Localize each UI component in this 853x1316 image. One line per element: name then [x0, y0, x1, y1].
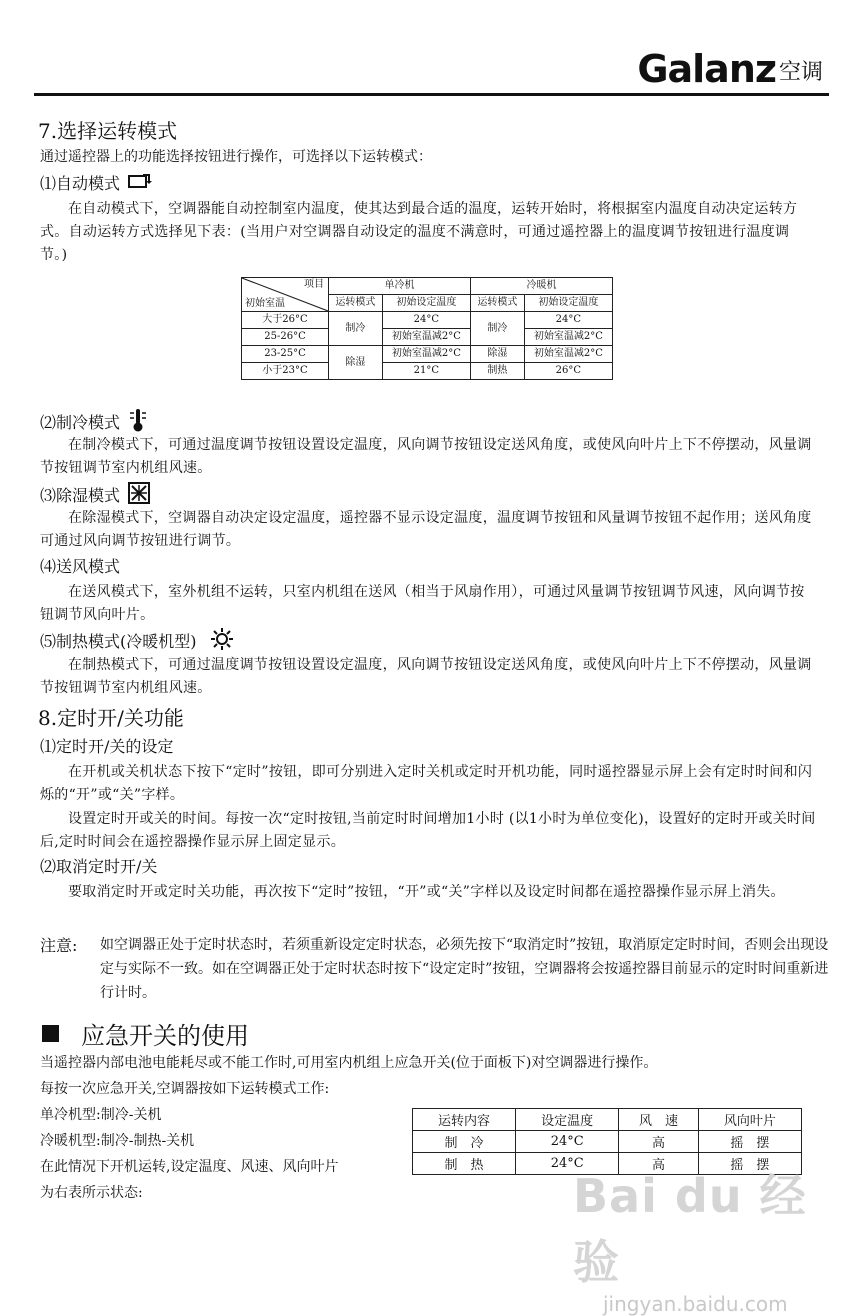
group-cool-only: 单冷机 — [329, 278, 471, 295]
cell: 制 热 — [413, 1153, 516, 1175]
timer-cancel-body: 要取消定时开或定时关功能，再次按下“定时”按钮，“开”或“关”字样以及设定时间都在遥控器操作显示屏上消失。 — [68, 884, 785, 900]
auto-mode-title: ⑴自动模式 — [40, 174, 121, 193]
note-body: 如空调器正处于定时状态时，若须重新设定定时状态，必须先按下“取消定时”按钮，取消原定定时时间，否则会出现设定与实际不一致。如在空调器正处于定时状态时按下“设定定时”按钮，空调器将会按遥控器目前显示的定时时间重新进行计时。 — [100, 937, 829, 1001]
table-row — [242, 329, 613, 346]
timer-set-p1: 在开机或关机状态下按下“定时”按钮，即可分别进入定时关机或定时开机功能，同时遥控器显示屏上会有定时时间和闪烁的“开”或“关”字样。 — [40, 764, 813, 803]
cool-mode-body: 在制冷模式下，可通过温度调节按钮设置设定温度，风向调节按钮设定送风角度，或使风向叶片上下不停摆动，风量调节按钮调节室内机组风速。 — [40, 437, 812, 476]
watermark-url: jingyan.baidu.com — [603, 1292, 788, 1316]
watermark-logo: Bai du 经验 — [573, 1169, 807, 1289]
note-label: 注意: — [40, 936, 78, 955]
timer-cancel-title: ⑵取消定时开/关 — [40, 857, 158, 876]
heat-mode: 制热 — [470, 363, 524, 380]
heat-mode: 除湿 — [470, 346, 524, 363]
table-row — [242, 312, 613, 329]
auto-mode-body: 在自动模式下，空调器能自动控制室内温度，使其达到最合适的温度，运转开始时，将根据室内温度自动决定运转方式。自动运转方式选择见下表：(当用户对空调器自动设定的温度不满意时，可通过遥控器上的温度调节按钮进行温度调节。) — [40, 201, 798, 263]
corner-bottom-label: 初始室温 — [245, 298, 285, 309]
cell: 摇 摆 — [698, 1153, 801, 1175]
room-temp: 25-26°C — [242, 329, 329, 346]
heat-mode-title: ⑸制热模式(冷暖机型) — [40, 632, 197, 651]
table-row — [242, 363, 613, 380]
col-mode: 运转模式 — [470, 295, 524, 312]
fan-mode-body: 在送风模式下，室外机组不运转，只室内机组在送风（相当于风扇作用），可通过风量调节按钮调节风速，风向调节按钮调节风向叶片。 — [40, 584, 805, 623]
cool-temp: 初始室温减2°C — [382, 346, 470, 363]
heat-temp: 初始室温减2°C — [524, 346, 612, 363]
heat-mode: 制冷 — [470, 312, 524, 346]
cell: 24°C — [516, 1153, 619, 1175]
brand-suffix: 空调 — [778, 60, 823, 85]
cool-temp: 24°C — [382, 312, 470, 329]
cell: 制 冷 — [413, 1131, 516, 1153]
cool-mode: 制冷 — [329, 312, 383, 346]
col-temp: 初始设定温度 — [382, 295, 470, 312]
corner-top-label: 项目 — [304, 279, 324, 290]
cool-mode: 除湿 — [329, 346, 383, 380]
table-corner — [242, 278, 329, 312]
col-temp: 初始设定温度 — [524, 295, 612, 312]
header-louver: 风向叶片 — [698, 1109, 801, 1131]
heat-temp: 24°C — [524, 312, 612, 329]
sun-heat-icon — [211, 628, 233, 656]
room-temp: 大于26°C — [242, 312, 329, 329]
baidu-watermark — [573, 1160, 823, 1316]
group-heat-cool: 冷暖机 — [470, 278, 612, 295]
cool-temp: 初始室温减2°C — [382, 329, 470, 346]
brand-header — [637, 47, 823, 91]
header-mode: 运转内容 — [413, 1109, 516, 1131]
emergency-line-1: 当遥控器内部电池电能耗尽或不能工作时,可用室内机组上应急开关(位于面板下)对空调器进行操作。 — [40, 1055, 658, 1071]
section-7-intro: 通过遥控器上的功能选择按钮进行操作，可选择以下运转模式： — [40, 149, 432, 165]
auto-mode-icon — [128, 173, 152, 195]
table-row — [242, 346, 613, 363]
section-8-title: 8.定时开/关功能 — [38, 706, 184, 730]
dry-mode-body: 在除湿模式下，空调器自动决定设定温度，遥控器不显示设定温度，温度调节按钮和风量调节按钮不起作用；送风角度可通过风向调节按钮进行调节。 — [40, 510, 812, 549]
dehumidify-icon — [128, 482, 150, 510]
room-temp: 小于23°C — [242, 363, 329, 380]
heat-mode-body: 在制热模式下，可通过温度调节按钮设置设定温度，风向调节按钮设定送风角度，或使风向叶片上下不停摆动，风量调节按钮调节室内机组风速。 — [40, 657, 812, 696]
section-bullet-square — [42, 1025, 59, 1042]
cool-mode-title: ⑵制冷模式 — [40, 413, 121, 432]
table-row — [413, 1131, 802, 1153]
fan-mode-heading — [40, 556, 120, 578]
fan-mode-title: ⑷送风模式 — [40, 557, 121, 576]
emergency-line-6: 为右表所示状态: — [40, 1185, 143, 1201]
cool-temp: 21°C — [382, 363, 470, 380]
dry-mode-heading — [40, 482, 150, 510]
auto-mode-table — [241, 277, 613, 380]
emergency-title: 应急开关的使用 — [81, 1022, 249, 1050]
header-fan: 风 速 — [619, 1109, 699, 1131]
header-temp: 设定温度 — [516, 1109, 619, 1131]
timer-set-title: ⑴定时开/关的设定 — [40, 737, 174, 756]
emergency-line-3: 单冷机型:制冷-关机 — [40, 1107, 162, 1123]
emergency-line-5: 在此情况下开机运转,设定温度、风速、风向叶片 — [40, 1159, 339, 1175]
cell: 摇 摆 — [698, 1131, 801, 1153]
header-rule — [34, 93, 829, 96]
cell: 24°C — [516, 1131, 619, 1153]
dry-mode-title: ⑶除湿模式 — [40, 486, 121, 505]
heat-temp: 初始室温减2°C — [524, 329, 612, 346]
timer-set-p2: 设置定时开或关的时间。每按一次“定时按钮,当前定时时间增加1小时 (以1小时为单位变化)，设置好的定时开或关时间后,定时时间会在遥控器操作显示屏上固定显示。 — [40, 811, 816, 850]
heat-mode-heading — [40, 628, 233, 656]
cell: 高 — [619, 1131, 699, 1153]
emergency-line-4: 冷暖机型:制冷-制热-关机 — [40, 1133, 195, 1149]
auto-mode-heading — [40, 173, 152, 195]
col-mode: 运转模式 — [329, 295, 383, 312]
heat-temp: 26°C — [524, 363, 612, 380]
emergency-line-2: 每按一次应急开关,空调器按如下运转模式工作: — [40, 1081, 330, 1097]
brand-logo: Galanz — [637, 47, 776, 91]
section-7-title: 7.选择运转模式 — [38, 119, 178, 143]
table-header-row — [413, 1109, 802, 1131]
cell: 高 — [619, 1153, 699, 1175]
emergency-heading — [42, 1016, 249, 1051]
room-temp: 23-25°C — [242, 346, 329, 363]
